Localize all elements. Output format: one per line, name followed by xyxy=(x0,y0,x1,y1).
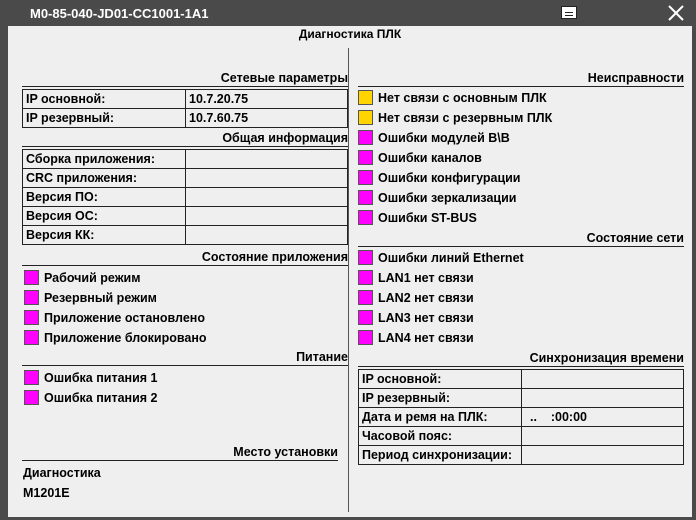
table-row xyxy=(23,207,348,226)
status-indicator xyxy=(358,310,373,325)
list-item xyxy=(358,249,524,267)
list-item xyxy=(358,109,552,127)
status-label: Рабочий режим xyxy=(44,271,141,285)
list-item xyxy=(24,329,207,347)
table-row xyxy=(23,90,348,109)
section-app-state-title: Состояние приложения xyxy=(22,249,348,266)
list-item xyxy=(358,289,474,307)
page-title: Диагностика ПЛК xyxy=(298,27,402,41)
close-icon[interactable] xyxy=(666,3,686,23)
status-indicator xyxy=(24,370,39,385)
sync-ip-main-value xyxy=(522,370,684,389)
window-title: M0-85-040-JD01-CC1001-1A1 xyxy=(30,6,209,21)
title-bar xyxy=(0,0,696,26)
table-row xyxy=(359,370,684,389)
list-item xyxy=(358,89,547,107)
sw-version-label: Версия ПО: xyxy=(23,188,186,207)
status-label: Ошибка питания 2 xyxy=(44,391,158,405)
timezone-value xyxy=(522,427,684,446)
status-indicator xyxy=(24,330,39,345)
status-indicator xyxy=(358,210,373,225)
timezone-label: Часовой пояс: xyxy=(359,427,522,446)
status-indicator xyxy=(358,250,373,265)
list-item xyxy=(24,369,158,387)
status-label: Ошибки зеркализации xyxy=(378,191,517,205)
table-row xyxy=(23,169,348,188)
table-row xyxy=(23,226,348,245)
sync-ip-reserve-label: IP резервный: xyxy=(359,389,522,408)
list-item xyxy=(358,189,516,207)
column-divider xyxy=(348,48,349,512)
status-indicator xyxy=(358,130,373,145)
location-line-2: M1201E xyxy=(23,486,70,500)
status-label: Ошибки ST-BUS xyxy=(378,211,477,225)
os-version-value xyxy=(186,207,348,226)
status-indicator xyxy=(358,150,373,165)
status-indicator xyxy=(358,110,373,125)
table-row xyxy=(359,408,684,427)
table-row xyxy=(23,109,348,128)
status-indicator xyxy=(358,190,373,205)
section-net-state-title: Состояние сети xyxy=(358,230,684,247)
list-item xyxy=(358,269,474,287)
status-label: Нет связи с резервным ПЛК xyxy=(378,111,553,125)
status-indicator xyxy=(24,270,39,285)
list-item xyxy=(24,269,140,287)
status-label: LAN3 нет связи xyxy=(378,311,474,325)
status-label: LAN1 нет связи xyxy=(378,271,474,285)
build-label: Сборка приложения: xyxy=(23,150,186,169)
list-item xyxy=(24,389,158,407)
table-row xyxy=(23,188,348,207)
ip-main-label: IP основной: xyxy=(23,90,186,109)
location-line-1: Диагностика xyxy=(23,466,101,480)
os-version-label: Версия ОС: xyxy=(23,207,186,226)
status-label: LAN2 нет связи xyxy=(378,291,474,305)
sw-version-value xyxy=(186,188,348,207)
plc-datetime-label: Дата и ремя на ПЛК: xyxy=(359,408,522,427)
status-label: Приложение блокировано xyxy=(44,331,207,345)
sync-period-label: Период синхронизации: xyxy=(359,446,522,465)
status-label: Приложение остановлено xyxy=(44,311,205,325)
list-item xyxy=(358,309,474,327)
table-row xyxy=(359,446,684,465)
sync-ip-reserve-value xyxy=(522,389,684,408)
table-row xyxy=(23,150,348,169)
table-row xyxy=(359,427,684,446)
table-row xyxy=(359,389,684,408)
list-item xyxy=(358,209,477,227)
section-time-sync-title: Синхронизация времени xyxy=(358,350,684,367)
ip-reserve-label: IP резервный: xyxy=(23,109,186,128)
crc-value xyxy=(186,169,348,188)
kk-version-value xyxy=(186,226,348,245)
status-label: Ошибки каналов xyxy=(378,151,482,165)
status-label: Ошибки конфигурации xyxy=(378,171,521,185)
status-indicator xyxy=(358,170,373,185)
section-faults-title: Неисправности xyxy=(358,70,684,87)
general-info-table xyxy=(22,149,348,245)
list-item xyxy=(24,309,205,327)
status-indicator xyxy=(358,330,373,345)
list-item xyxy=(358,169,521,187)
sync-period-value xyxy=(522,446,684,465)
list-item xyxy=(358,129,510,147)
window-body xyxy=(8,26,692,517)
section-network-title: Сетевые параметры xyxy=(22,70,348,87)
status-indicator xyxy=(358,290,373,305)
time-sync-table xyxy=(358,369,684,465)
status-label: Резервный режим xyxy=(44,291,157,305)
status-indicator xyxy=(24,290,39,305)
status-indicator xyxy=(358,90,373,105)
status-label: Ошибка питания 1 xyxy=(44,371,158,385)
ip-reserve-value: 10.7.60.75 xyxy=(186,109,348,128)
status-indicator xyxy=(358,270,373,285)
list-item xyxy=(358,329,474,347)
status-label: Ошибки модулей В\В xyxy=(378,131,510,145)
build-value xyxy=(186,150,348,169)
kk-version-label: Версия КК: xyxy=(23,226,186,245)
status-label: LAN4 нет связи xyxy=(378,331,474,345)
plc-datetime-value: .. :00:00 xyxy=(522,408,684,427)
minimize-button[interactable] xyxy=(561,6,577,19)
crc-label: CRC приложения: xyxy=(23,169,186,188)
network-table xyxy=(22,89,348,128)
list-item xyxy=(358,149,482,167)
status-indicator xyxy=(24,310,39,325)
section-power-title: Питание xyxy=(22,349,348,366)
status-label: Ошибки линий Ethernet xyxy=(378,251,524,265)
status-label: Нет связи с основным ПЛК xyxy=(378,91,547,105)
ip-main-value: 10.7.20.75 xyxy=(186,90,348,109)
list-item xyxy=(24,289,157,307)
section-general-title: Общая информация xyxy=(22,130,348,147)
status-indicator xyxy=(24,390,39,405)
sync-ip-main-label: IP основной: xyxy=(359,370,522,389)
section-location-title: Место установки xyxy=(22,444,338,461)
